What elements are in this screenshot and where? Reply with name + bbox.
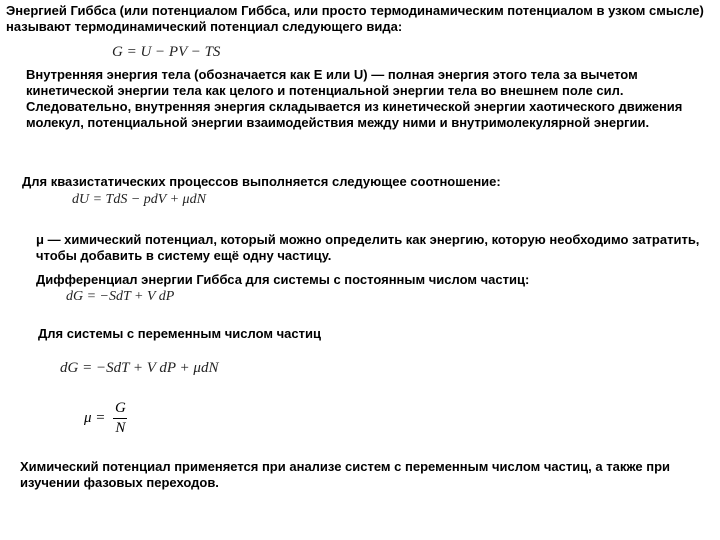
internal-energy-differential-formula: dU = TdS − pdV + μdN [72,192,206,207]
intro-paragraph: Энергией Гиббса (или потенциалом Гиббса, или просто термодинамическим потенциалом в узком смысле) называют термодинамический потенциал следующего вида: [6,3,704,34]
conclusion-paragraph: Химический потенциал применяется при анализе систем с переменным числом частиц, а также при изучении фазовых переходов. [20,459,671,490]
internal-energy-paragraph: Внутренняя энергия тела (обозначается как E или U) — полная энергия этого тела за вычетом кинетической энергии тела как целого и потенциальной энергии тела во внешнем поле сил. Следовательно, внутренняя энергия складывается из кинетической энергии хаотического движения молекул, потенциальной энергии взаимодействия между ними и внутримолекулярной энергии. [26,67,683,130]
quasistatic-paragraph: Для квазистатических процессов выполняется следующее соотношение: [22,174,501,189]
chemical-potential-definition: μ — химический потенциал, который можно определить как энергию, которую необходимо затратить, чтобы добавить в систему ещё одну частицу. [36,232,700,263]
fraction-bar [113,418,127,419]
gibbs-energy-formula: G = U − PV − TS [112,44,221,60]
gibbs-differential-paragraph: Дифференциал энергии Гиббса для системы с постоянным числом частиц: [36,272,530,287]
fraction-denominator: N [115,420,126,436]
chemical-potential-lhs: μ = [84,410,106,426]
fraction-numerator: G [114,400,126,416]
gibbs-differential-const-formula: dG = −SdT + V dP [66,289,175,304]
chemical-potential-formula [84,400,127,437]
variable-particles-paragraph: Для системы с переменным числом частиц [38,326,321,341]
gibbs-differential-var-formula: dG = −SdT + V dP + μdN [60,360,219,376]
